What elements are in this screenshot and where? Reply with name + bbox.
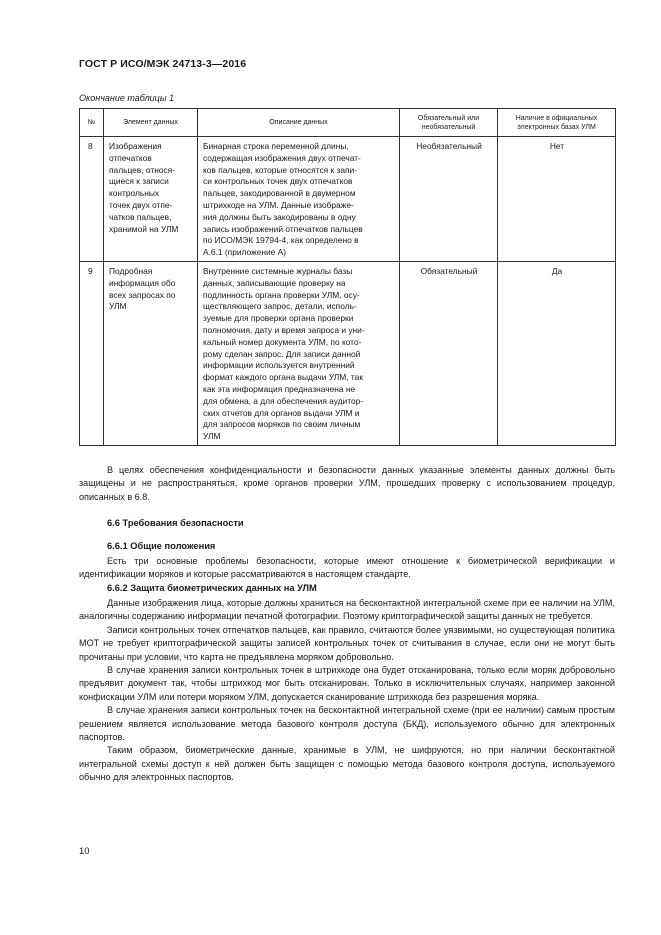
data-element-name: Изображения отпечатков пальцев, относя- щиеся к записи контрольных точек двух отпе- чатков пальцев, хранимой на УЛМ xyxy=(104,137,198,262)
data-description: Бинарная строка переменной длины, содержащая изображения двух отпечат- ков пальцев, которые относятся к запи- си контрольных точек двух отпечатков пальцев, закодированной в двумерном штрихкоде на УЛМ. Данные изображе- ния должны быть закодированы в одну запись изображений отпечатков пальцев по ИСО/МЭК 19794-4, как определено в А.6.1 (приложение А) xyxy=(198,137,400,262)
mandatory-status: Необязательный xyxy=(400,137,498,262)
table-header-row xyxy=(80,109,616,137)
row-number: 8 xyxy=(80,137,104,262)
presence-status: Да xyxy=(498,261,616,445)
column-header: № xyxy=(80,109,104,137)
mandatory-status: Обязательный xyxy=(400,261,498,445)
column-header: Обязательный или необязательный xyxy=(400,109,498,137)
column-header: Описание данных xyxy=(198,109,400,137)
column-header: Наличие в официальных электронных базах УЛМ xyxy=(498,109,616,137)
paragraph: В случае хранения записи контрольных точек на бесконтактной интегральной схеме (при ее наличии) самым простым решением является использование метода базового контроля доступа (БКД), используемого обычно для электронных паспортов. xyxy=(79,705,615,743)
paragraph: В целях обеспечения конфиденциальности и безопасности данных указанные элементы данных должны быть защищены и не распространяться, кроме органов проверки УЛМ, прошедших проверку с использованием процедур, описанных в 6.8. xyxy=(79,465,615,502)
page-number: 10 xyxy=(79,846,90,857)
document-header: ГОСТ Р ИСО/МЭК 24713-3—2016 xyxy=(79,58,247,70)
data-elements-table xyxy=(79,108,616,446)
subsection-title: 6.6.1 Общие положения xyxy=(107,541,216,551)
paragraph: Данные изображения лица, которые должны храниться на бесконтактной интегральной схеме при ее наличии на УЛМ, аналогичны содержанию информации печатной фотографии. Поэтому криптографической защиты данных не требуется. xyxy=(79,598,615,622)
row-number: 9 xyxy=(80,261,104,445)
data-description: Внутренние системные журналы базы данных, записывающие проверку на подлинность органа проверки УЛМ, осу- ществляющего запрос, детали, исполь- зуемые для проверки органа проверки полномочия, дату и время запроса и уни- кальный номер документа УЛМ, по кото- рому сделан запрос. Для записи данной информации используется внутренний формат каждого органа выдачи УЛМ, так как эта информация предназначена не для обмена, а для обеспечения аудитор- ских отчетов для органов выдачи УЛМ и для запросов моряков по своим личным УЛМ xyxy=(198,261,400,445)
table-row xyxy=(80,261,616,445)
section-title: 6.6 Требования безопасности xyxy=(107,518,244,528)
paragraph: В случае хранения записи контрольных точек в штрихкоде она будет отсканирована, только если моряк добровольно предъявит документ так, чтобы штрихкод мог быть отсканирован. Только в исключительных случаях, например законной конфискации УЛМ или потери моряком УЛМ, допускается сканирование штрихкода без разрешения моряка. xyxy=(79,665,615,702)
column-header: Элемент данных xyxy=(104,109,198,137)
paragraph: Таким образом, биометрические данные, хранимые в УЛМ, не шифруются, но при наличии бесконтактной интегральной схемы доступ к ней должен быть защищен с помощью метода базового контроля доступа, используемого обычно для электронных паспортов. xyxy=(79,745,615,783)
after-table-text xyxy=(79,464,615,504)
table-caption: Окончание таблицы 1 xyxy=(79,93,174,103)
section-6-6-1-text xyxy=(79,555,615,582)
paragraph: Записи контрольных точек отпечатков пальцев, как правило, считаются более уязвимыми, но существующая политика МОТ не требует криптографической защиты записей контрольных точек от считывания в случае, если они не могут быть прочитаны при условии, что карта не предъявлена моряком добровольно. xyxy=(79,624,615,662)
table-row xyxy=(80,137,616,262)
subsection-title: 6.6.2 Защита биометрических данных на УЛМ xyxy=(107,583,317,593)
data-element-name: Подробная информация обо всех запросах по УЛМ xyxy=(104,261,198,445)
presence-status: Нет xyxy=(498,137,616,262)
section-6-6-2-text xyxy=(79,597,615,785)
paragraph: Есть три основные проблемы безопасности, которые имеют отношение к биометрической верификации и идентификации моряков и которые рассматриваются в настоящем стандарте. xyxy=(79,556,615,580)
